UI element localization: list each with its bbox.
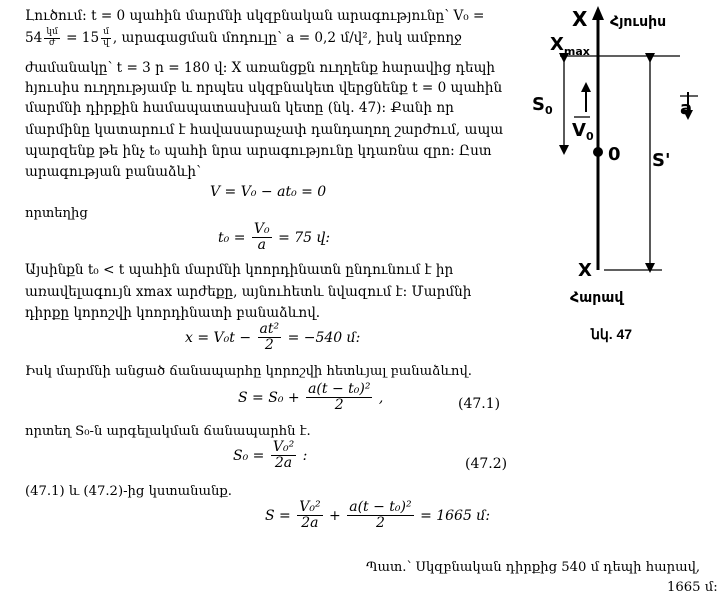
para1-line6: մարմինը կատարում է հավասարաչափ դանդաղող շարժում, ապա (25, 122, 504, 138)
x-axis-arrowhead (592, 6, 604, 20)
eq-t0-den: a (257, 237, 266, 254)
eq-471-den: 2 (334, 397, 344, 414)
unit-h: ժ (49, 37, 56, 48)
x-top-label: X (572, 7, 588, 31)
accel-text: , արագացման մոդուլը՝ a = 0,2 մ/վ², իսկ ամբողջ (112, 29, 462, 46)
unit-s: վ (103, 37, 109, 48)
para1-line4: հյուսիս ուղղությամբ և որպես սկզբնակետ վերցնենք t = 0 պահին (25, 80, 503, 96)
para2-line3: դիրքը կորոշվի կոորդինատի բանաձևով. (25, 305, 321, 321)
unit-m: մ (103, 27, 109, 37)
para1-line5: մարմնի դիրքին համապատասխան կետը (նկ. 47): Քանի որ (25, 100, 454, 116)
north-label: Հյուսիս (610, 14, 667, 30)
para5: (47.1) և (47.2)-ից կստանանք. (25, 484, 232, 499)
eq-final-plus: + (329, 507, 341, 524)
para2-line1: Այսինքն t₀ < t պահին մարմնի կոորդինատն ընդունում է իր (25, 262, 454, 278)
eq-471 (238, 382, 383, 414)
whence-text: որտեղից (25, 206, 88, 221)
eq-471-rhs: , (378, 389, 384, 406)
figure-caption: նկ. 47 (591, 326, 633, 342)
para1-line3: ժամանակը՝ t = 3 ր = 180 վ: X առանցքն ուղղենք հարավից դեպի (25, 60, 496, 76)
s0-label: $S_0$ (532, 94, 553, 117)
accel-label: a (680, 98, 693, 119)
eq-472-num: V₀² (272, 439, 295, 455)
x-bottom-label: X (578, 260, 592, 281)
eq-final (265, 500, 490, 532)
eq-final-den1: 2a (301, 515, 319, 532)
speed-54: 54 (25, 29, 43, 46)
answer-line2: 1665 մ: (667, 580, 718, 595)
para4: որտեղ S₀-ն արգելակման ճանապարհն է. (25, 424, 311, 439)
eq-t0-num: V₀ (253, 221, 270, 237)
eq-472-number: (47.2) (465, 456, 508, 472)
xmax-label: $X_{max}$ (550, 34, 590, 58)
speed-15: = 15 (66, 29, 100, 46)
eq-final-rhs: = 1665 մ: (420, 507, 491, 524)
eq-t0-lhs: t₀ = (218, 229, 246, 246)
para1-line7: պարզենք թե ինչ t₀ պահի նրա արագությունը կդառնա զրո: Ըստ (25, 143, 492, 159)
answer-line1: Պատ.՝ Սկզբնական դիրքից 540 մ դեպի հարավ, (366, 560, 701, 575)
eq-472-den: 2a (274, 455, 293, 472)
para1-line2 (25, 28, 462, 49)
eq-final-lhs: S = (265, 507, 291, 524)
south-label: Հարավ (570, 290, 624, 306)
eq-x-rhs: = −540 մ: (287, 329, 361, 346)
eq-x-num: at² (259, 321, 280, 337)
unit-km: կմ (46, 27, 58, 37)
eq-472-lhs: S₀ = (233, 447, 265, 464)
eq-471-number: (47.1) (458, 396, 501, 412)
eq-final-den2: 2 (375, 515, 385, 532)
s-prime-label: S' (652, 150, 671, 171)
eq-final-num1: V₀² (299, 499, 321, 515)
figure-47 (520, 0, 720, 330)
eq-x-den: 2 (264, 337, 274, 354)
eq-472-rhs: : (302, 447, 308, 464)
eq-velocity: V = V₀ − at₀ = 0 (210, 184, 327, 200)
eq-471-lhs: S = S₀ + (238, 389, 300, 406)
para3: Իսկ մարմնի անցած ճանապարհը կորոշվի հետևյալ բանաձևով. (25, 364, 472, 379)
eq-472 (233, 440, 307, 472)
origin-point (593, 147, 603, 157)
v0-arrowhead (581, 82, 591, 92)
para2-line2: առավելագույն xmax արժեքը, այնուհետև նվազում է: Մարմնի (25, 284, 472, 300)
para1-line8: արագության բանաձևի՝ (25, 164, 201, 180)
origin-label: 0 (608, 144, 621, 165)
eq-x (185, 322, 360, 354)
eq-471-num: a(t − t₀)² (308, 381, 371, 397)
eq-x-lhs: x = V₀t − (185, 329, 252, 346)
eq-final-num2: a(t − t₀)² (349, 499, 412, 515)
v0-label: $V_0$ (572, 120, 594, 143)
para1-line1: Լուծում: t = 0 պահին մարմնի սկզբնական արագությունը՝ V₀ = (25, 8, 485, 24)
eq-t0 (218, 222, 330, 254)
eq-t0-rhs: = 75 վ: (278, 229, 331, 246)
